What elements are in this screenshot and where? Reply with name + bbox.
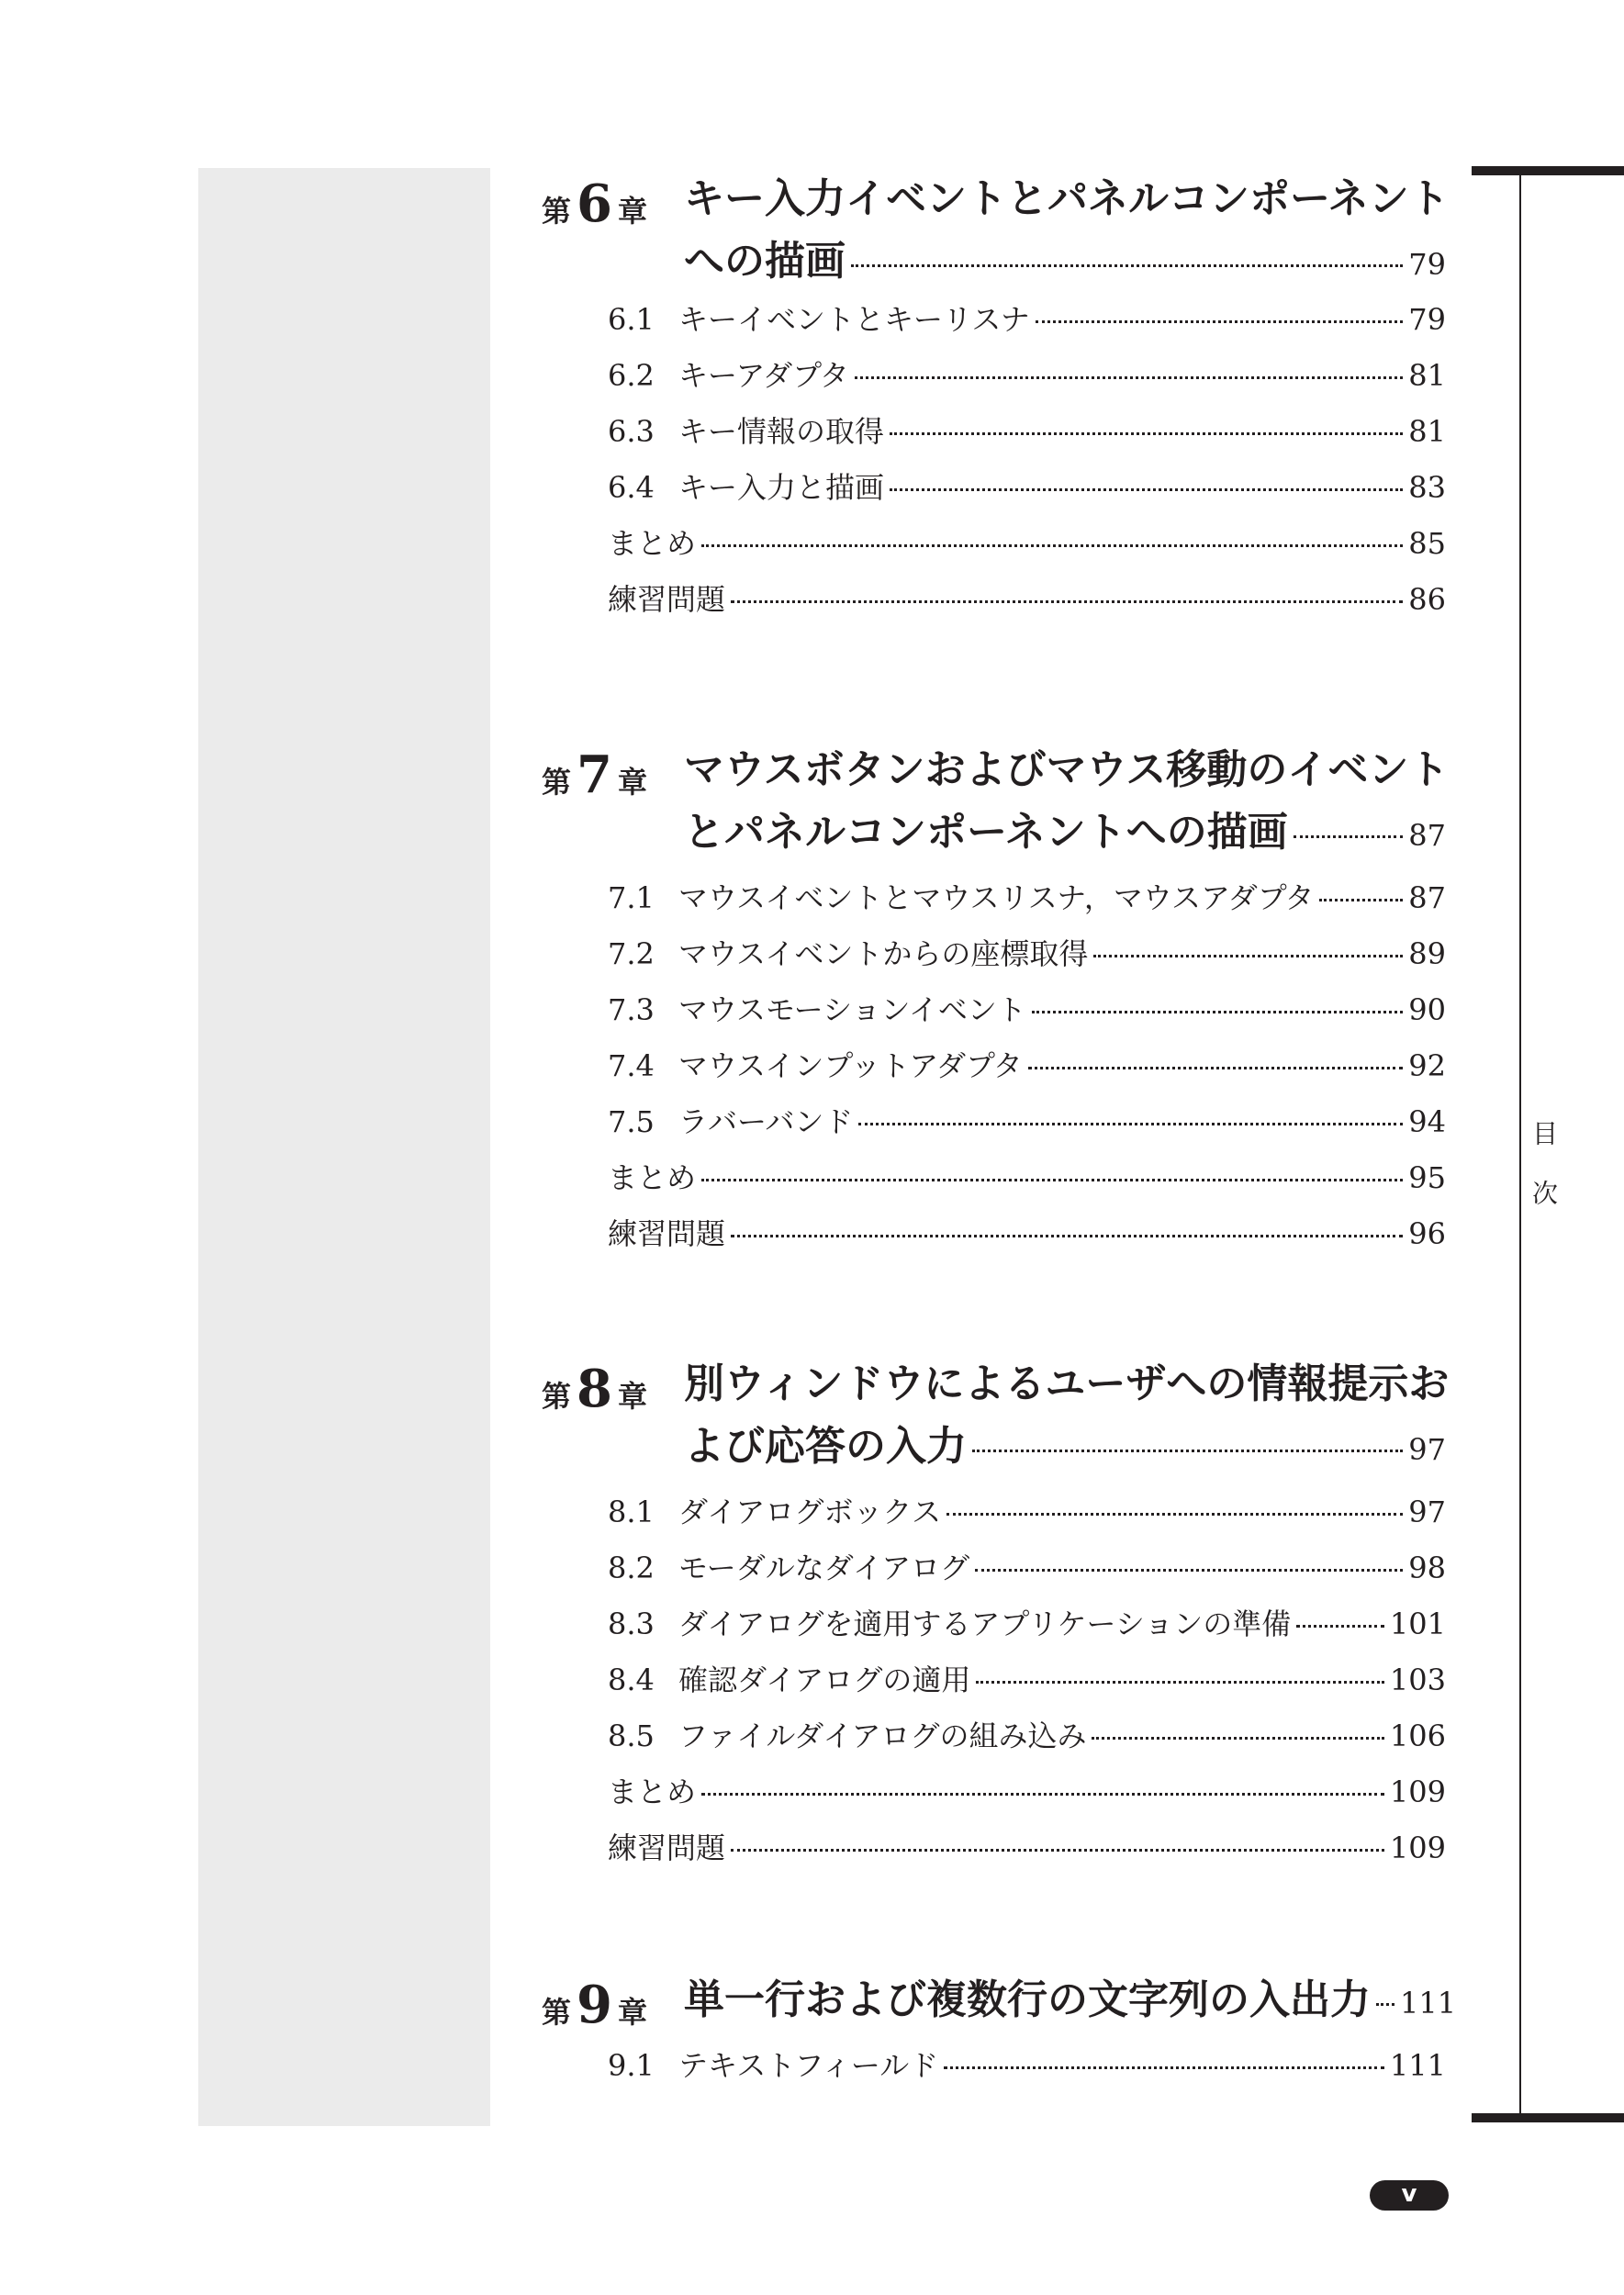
toc-entry[interactable]: 7.3 マウスモーションイベント 90 — [608, 992, 1446, 1027]
chapter-page: 97 — [1408, 1432, 1446, 1467]
toc-entry[interactable]: 9.1 テキストフィールド 111 — [608, 2048, 1446, 2083]
chapter-title: 単一行および複数行の文字列の入出力 111 — [684, 1969, 1446, 2034]
chapter-number: 第 7 章 — [542, 744, 647, 805]
chapter-page: 111 — [1400, 1986, 1457, 2021]
chapter-6 — [542, 168, 1450, 633]
toc-entry[interactable]: 8.2 モーダルなダイアログ 98 — [608, 1551, 1446, 1585]
toc-entry[interactable]: 7.1 マウスイベントとマウスリスナ，マウスアダプタ 87 — [608, 880, 1446, 915]
chapter-page: 87 — [1408, 818, 1446, 853]
chapter-heading[interactable] — [542, 168, 1450, 297]
toc-entry-summary[interactable]: まとめ 109 — [608, 1774, 1446, 1809]
toc-entry[interactable]: 7.2 マウスイベントからの座標取得 89 — [608, 936, 1446, 971]
toc-entry[interactable]: 6.2 キーアダプタ 81 — [608, 358, 1446, 393]
bottom-rule — [1472, 2113, 1624, 2122]
toc-entry[interactable]: 7.5 ラバーバンド 94 — [608, 1104, 1446, 1139]
toc-entry[interactable]: 7.4 マウスインプットアダプタ 92 — [608, 1048, 1446, 1083]
page-number: v — [1370, 2180, 1449, 2211]
chapter-9 — [542, 1969, 1457, 2099]
chapter-title: マウスボタンおよびマウス移動のイベント とパネルコンポーネントへの描画 87 — [684, 739, 1446, 867]
toc-entry[interactable]: 8.1 ダイアログボックス 97 — [608, 1495, 1446, 1529]
toc-entry-exercises[interactable]: 練習問題 86 — [608, 582, 1446, 617]
top-rule — [1472, 166, 1624, 175]
section-side-label: 目 次 — [1529, 1120, 1559, 1218]
chapter-number: 第 9 章 — [542, 1975, 647, 2035]
toc-entry-exercises[interactable]: 練習問題 109 — [608, 1830, 1446, 1865]
chapter-number: 第 8 章 — [542, 1359, 647, 1419]
toc-entry[interactable]: 8.5 ファイルダイアログの組み込み 106 — [608, 1718, 1446, 1753]
chapter-heading[interactable] — [542, 739, 1450, 875]
chapter-heading[interactable] — [542, 1969, 1457, 2043]
toc-entry[interactable]: 6.3 キー情報の取得 81 — [608, 414, 1446, 449]
toc-entry-summary[interactable]: まとめ 95 — [608, 1160, 1446, 1195]
chapter-title: 別ウィンドウによるユーザへの情報提示お よび応答の入力 97 — [684, 1353, 1446, 1481]
toc-entry[interactable]: 6.1 キーイベントとキーリスナ 79 — [608, 302, 1446, 337]
chapter-7 — [542, 739, 1450, 1267]
side-rule — [1519, 175, 1521, 2113]
toc-entry[interactable]: 8.3 ダイアログを適用するアプリケーションの準備 101 — [608, 1606, 1446, 1641]
toc-entry[interactable]: 6.4 キー入力と描画 83 — [608, 470, 1446, 505]
chapter-number: 第 6 章 — [542, 174, 647, 234]
chapter-heading[interactable] — [542, 1353, 1450, 1489]
chapter-page: 79 — [1408, 247, 1446, 282]
toc-entry-exercises[interactable]: 練習問題 96 — [608, 1216, 1446, 1251]
chapter-title: キー入力イベントとパネルコンポーネント への描画 79 — [684, 168, 1446, 296]
toc-entry[interactable]: 8.4 確認ダイアログの適用 103 — [608, 1662, 1446, 1697]
toc-entry-summary[interactable]: まとめ 85 — [608, 526, 1446, 561]
chapter-8 — [542, 1353, 1450, 1881]
margin-panel — [198, 168, 490, 2126]
